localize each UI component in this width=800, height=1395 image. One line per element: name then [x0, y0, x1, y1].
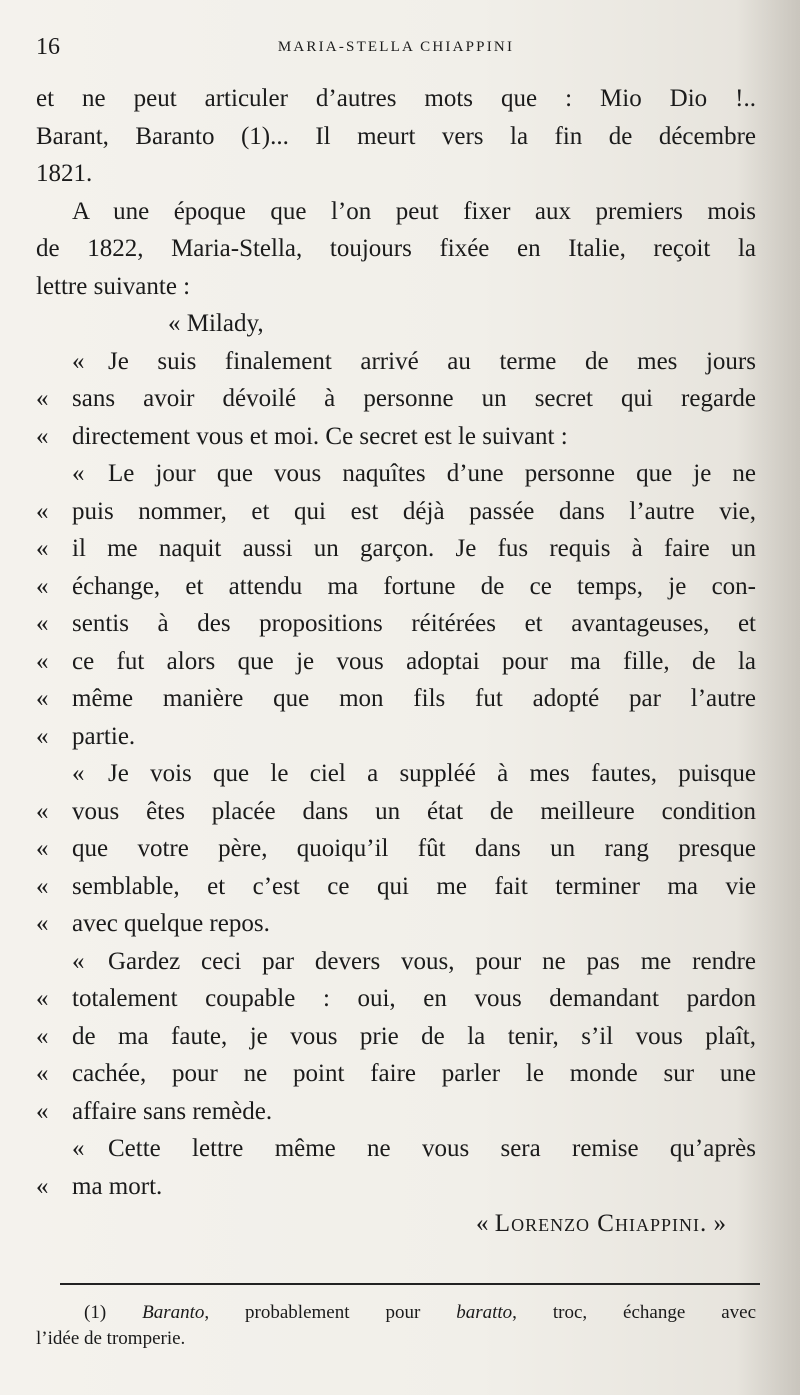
quote-mark: « [36, 797, 49, 825]
quote-mark: « [36, 910, 49, 937]
letter-line-text: semblable, et c’est ce qui me fait terminer ma vie [72, 872, 756, 900]
letter-line-text: affaire sans remède. [72, 1097, 273, 1125]
text-line: A une époque que l’on peut fixer aux premiers mois [72, 197, 756, 225]
letter-line-text: vous êtes placée dans un état de meilleure condition [72, 797, 756, 825]
letter-line [36, 905, 756, 943]
letter-line-text: même manière que mon fils fut adopté par l’autre [72, 685, 756, 712]
footnote-rule [60, 1283, 760, 1285]
text-line: Barant, Baranto (1)... Il meurt vers la fin de décembre [36, 122, 756, 150]
quote-mark: « [36, 872, 49, 900]
letter-line [36, 343, 756, 381]
quote-mark: « [36, 422, 49, 450]
footnote-line: l’idée de tromperie. [36, 1328, 186, 1349]
letter-line-text: Je suis finalement arrivé au terme de mes jours [108, 347, 756, 375]
letter-salutation: « Milady, [168, 310, 264, 337]
body-text [36, 80, 756, 1243]
quote-mark: « [72, 460, 85, 487]
signature-open-quote: « [476, 1210, 495, 1237]
letter-line [36, 493, 756, 531]
letter-line-text: ce fut alors que je vous adoptai pour ma fille, de la [72, 647, 756, 675]
quote-mark: « [36, 497, 49, 525]
quote-mark: « [36, 535, 49, 562]
footnote-marker: (1) [84, 1302, 143, 1323]
letter-line-text: de ma faute, je vous prie de la tenir, s’il vous plaît, [72, 1022, 756, 1050]
letter-line [36, 1055, 756, 1093]
letter-line-text: il me naquit aussi un garçon. Je fus requis à faire un [72, 535, 756, 562]
running-head: MARIA-STELLA CHIAPPINI [277, 39, 515, 55]
letter-line-text: échange, et attendu ma fortune de ce temps, je con- [72, 572, 756, 600]
letter-line [36, 455, 756, 493]
text-line: lettre suivante : [36, 272, 191, 300]
letter-line-text: totalement coupable : oui, en vous demandant pardon [72, 985, 756, 1012]
letter-line [36, 380, 756, 418]
letter-line [36, 943, 756, 981]
letter-line-text: que votre père, quoiqu’il fût dans un rang presque [72, 835, 756, 862]
letter-line [36, 868, 756, 906]
quote-mark: « [36, 685, 49, 712]
letter-line-text: avec quelque repos. [72, 910, 270, 937]
letter-line [36, 1168, 756, 1206]
letter-line [36, 530, 756, 568]
letter-line [36, 680, 756, 718]
quote-mark: « [36, 610, 49, 637]
letter-line [36, 1018, 756, 1056]
page-number: 16 [36, 34, 60, 60]
footnote-text: , troc, échange avec [512, 1302, 757, 1323]
quote-mark: « [36, 1097, 49, 1125]
letter-line [36, 793, 756, 831]
quote-mark: « [36, 1060, 49, 1087]
letter-line [36, 605, 756, 643]
letter-signature [36, 1205, 756, 1243]
quote-mark: « [36, 647, 49, 675]
text-line: 1821. [36, 160, 93, 187]
letter-line-text: ma mort. [72, 1172, 163, 1200]
letter-line-text: Cette lettre même ne vous sera remise qu’après [108, 1135, 756, 1162]
quote-mark: « [36, 385, 49, 412]
quote-mark: « [36, 835, 49, 862]
letter-line [36, 643, 756, 681]
footnote [36, 1300, 756, 1352]
quote-mark: « [36, 985, 49, 1012]
letter-line-text: Je vois que le ciel a suppléé à mes fautes, puisque [108, 760, 756, 787]
letter-line [36, 718, 756, 756]
letter-line [36, 568, 756, 606]
signature-name: Lorenzo Chiappini. [494, 1210, 708, 1237]
letter-line [36, 1130, 756, 1168]
signature-close-quote: » [707, 1210, 726, 1237]
letter-line [36, 755, 756, 793]
letter-line [36, 830, 756, 868]
quote-mark: « [72, 347, 85, 375]
quote-mark: « [72, 760, 85, 787]
letter-line [36, 418, 756, 456]
letter-line-text: partie. [72, 722, 136, 750]
letter-line-text: cachée, pour ne point faire parler le monde sur une [72, 1060, 756, 1087]
quote-mark: « [72, 1135, 85, 1162]
letter-line-text: puis nommer, et qui est déjà passée dans l’autre vie, [72, 497, 756, 525]
quote-mark: « [36, 572, 49, 600]
letter-line-text: Le jour que vous naquîtes d’une personne que je ne [108, 460, 756, 487]
letter-line [36, 1093, 756, 1131]
letter-line-text: sentis à des propositions réitérées et avantageuses, et [72, 610, 756, 637]
letter-line-text: Gardez ceci par devers vous, pour ne pas me rendre [108, 947, 756, 975]
footnote-term: baratto [456, 1302, 513, 1323]
footnote-term: Baranto [142, 1302, 205, 1323]
letter-line-text: sans avoir dévoilé à personne un secret qui regarde [72, 385, 756, 412]
quote-mark: « [36, 722, 49, 750]
letter-line-text: directement vous et moi. Ce secret est le suivant : [72, 422, 568, 450]
letter-line [36, 980, 756, 1018]
text-line: de 1822, Maria-Stella, toujours fixée en Italie, reçoit la [36, 235, 756, 262]
page-header [36, 34, 756, 62]
quote-mark: « [72, 947, 85, 975]
quote-mark: « [36, 1172, 49, 1200]
footnote-line [36, 1300, 756, 1326]
text-line: et ne peut articuler d’autres mots que : Mio Dio !.. [36, 85, 756, 112]
footnote-text: , probablement pour [204, 1302, 457, 1323]
quote-mark: « [36, 1022, 49, 1050]
